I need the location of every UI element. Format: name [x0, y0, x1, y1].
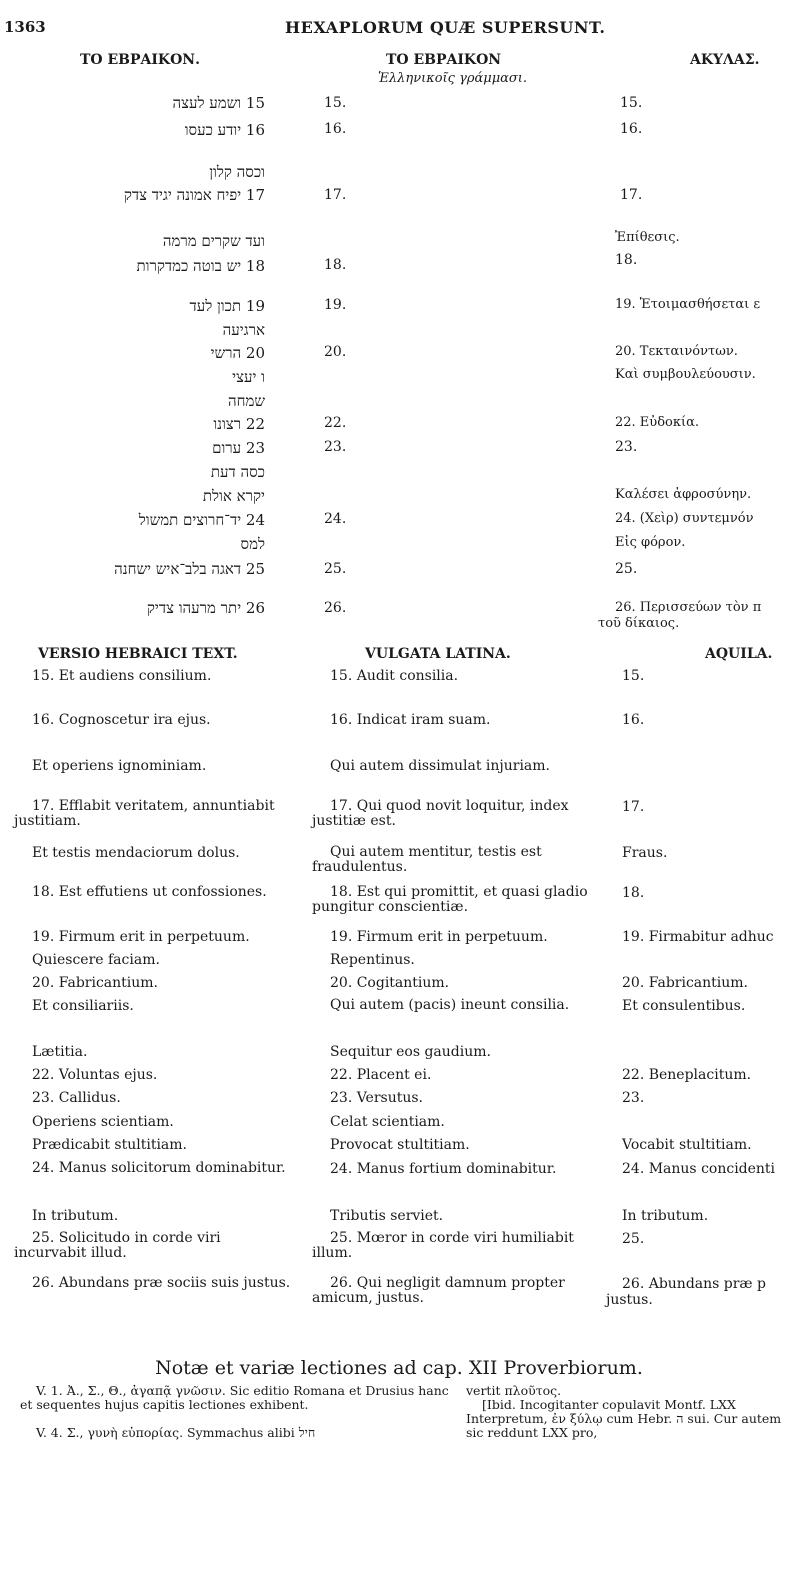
hebrew-line: ארגיעה [222, 321, 265, 339]
hebrew-line: 16 יודע כעסו [184, 121, 265, 139]
aquila-latin-line: 26. Abundans præ p [622, 1276, 767, 1292]
versio-line: 17. Efflabit veritatem, annuntiabit justitiam. [14, 798, 275, 829]
header-transliterated: ΤΟ ΕΒΡΑΙΚΟΝ [386, 52, 502, 68]
versio-line: Lætitia. [32, 1044, 88, 1060]
aquila-greek-line: 15. [620, 95, 643, 111]
hebrew-line: ו יעצי [232, 368, 265, 386]
vulgata-line: 16. Indicat iram suam. [330, 712, 491, 728]
aquila-latin-line: 24. Manus concidenti [622, 1161, 776, 1177]
vulgata-line: 18. Est qui promittit, et quasi gladio pungitur conscientiæ. [312, 884, 588, 915]
transliterated-number: 20. [324, 344, 347, 360]
vulgata-line: 15. Audit consilia. [330, 668, 459, 684]
transliterated-number: 15. [324, 95, 347, 111]
vulgata-line: 17. Qui quod novit loquitur, index justitiæ est. [312, 798, 569, 829]
header-versio: VERSIO HEBRAICI TEXT. [38, 646, 238, 662]
aquila-latin-line: In tributum. [622, 1208, 709, 1224]
versio-line: Prædicabit stultitiam. [32, 1137, 187, 1153]
versio-line: 20. Fabricantium. [32, 975, 159, 991]
hebrew-line: 17 יפיח אמונה יגיד צדק [123, 186, 265, 204]
aquila-greek-line: τοῦ δίκαιος. [598, 616, 680, 631]
hebrew-line: 25 דאגה בלב־איש ישחנה [114, 560, 265, 578]
transliterated-number: 19. [324, 297, 347, 313]
aquila-greek-line: Ἐπίθεσις. [615, 230, 680, 245]
hebrew-line: שמחה [227, 392, 265, 410]
versio-line: Et consiliariis. [32, 998, 134, 1014]
note-right-2: [Ibid. Incogitanter copulavit Montf. LXX Interpretum, ἐν ξύλῳ cum Hebr. ה sui. Cur autem sic reddunt LXX pro, [466, 1397, 782, 1440]
hebrew-line: יקרא אולת [202, 487, 265, 505]
vulgata-line: Sequitur eos gaudium. [330, 1044, 491, 1060]
header-aquila-greek: ΑΚΥΛΑΣ. [690, 52, 760, 68]
header-transliterated-sub: Ἑλληνικοῖς γράμμασι. [378, 71, 528, 86]
aquila-greek-line: 25. [615, 561, 638, 577]
aquila-latin-line: Vocabit stultitiam. [622, 1137, 752, 1153]
aquila-greek-line: 17. [620, 187, 643, 203]
aquila-greek-line: 16. [620, 121, 643, 137]
transliterated-number: 22. [324, 415, 347, 431]
vulgata-line: 23. Versutus. [330, 1090, 423, 1106]
note-left: V. 1. Ἀ., Σ., Θ., ἀγαπᾷ γνῶσιν. Sic editio Romana et Drusius hanc et sequentes hujus capitis lectiones exhibent. [20, 1383, 449, 1412]
versio-line: 22. Voluntas ejus. [32, 1067, 158, 1083]
versio-line: 23. Callidus. [32, 1090, 121, 1106]
versio-line: 18. Est effutiens ut confossiones. [32, 884, 267, 900]
aquila-latin-line: justus. [606, 1292, 653, 1308]
aquila-greek-line: Καὶ συμβουλεύουσιν. [615, 367, 756, 382]
hebrew-line: למס [240, 535, 265, 553]
hebrew-line: כסה דעת [210, 463, 265, 481]
aquila-latin-line: 15. [622, 668, 645, 684]
hebrew-line: וכסה קלון [209, 163, 265, 181]
vulgata-line: 24. Manus fortium dominabitur. [330, 1161, 557, 1177]
aquila-latin-line: Fraus. [622, 845, 668, 861]
note-right: vertit πλοῦτος. [466, 1383, 562, 1398]
aquila-greek-line: 26. Περισσεύων τὸν π [615, 600, 762, 615]
vulgata-line: Qui autem mentitur, testis est fraudulentus. [312, 844, 542, 875]
hebrew-line: 26 יתר מרעהו צדיק [146, 599, 265, 617]
aquila-latin-line: 18. [622, 885, 645, 901]
vulgata-line: Tributis serviet. [330, 1208, 444, 1224]
hebrew-line: 15 ושמע לעצה [172, 94, 265, 112]
vulgata-line: 19. Firmum erit in perpetuum. [330, 929, 548, 945]
vulgata-line: 25. Mœror in corde viri humiliabit illum. [312, 1230, 574, 1261]
hebrew-line: 23 ערום [212, 439, 265, 457]
versio-line: 15. Et audiens consilium. [32, 668, 212, 684]
versio-line: Et operiens ignominiam. [32, 758, 207, 774]
vulgata-line: Celat scientiam. [330, 1114, 445, 1130]
vulgata-line: Repentinus. [330, 952, 415, 968]
vulgata-line: 22. Placent ei. [330, 1067, 432, 1083]
aquila-greek-line: 18. [615, 252, 638, 268]
aquila-latin-line: 17. [622, 799, 645, 815]
hebrew-line: 18 יש בוטה כמדקרות [136, 257, 265, 275]
transliterated-number: 17. [324, 187, 347, 203]
transliterated-number: 18. [324, 257, 347, 273]
aquila-latin-line: 20. Fabricantium. [622, 975, 749, 991]
aquila-greek-line: 20. Τεκταινόντων. [615, 344, 738, 359]
page-number: 1363 [4, 18, 46, 36]
aquila-latin-line: 25. [622, 1231, 645, 1247]
hebrew-line: 20 הרשי [210, 344, 265, 362]
transliterated-number: 24. [324, 511, 347, 527]
versio-line: 25. Solicitudo in corde viri incurvabit illud. [14, 1230, 221, 1261]
vulgata-line: Qui autem dissimulat injuriam. [330, 758, 550, 774]
transliterated-number: 25. [324, 561, 347, 577]
header-aquila-latin: AQUILA. [705, 646, 773, 662]
vulgata-line: 26. Qui negligit damnum propter amicum, justus. [312, 1275, 565, 1306]
aquila-greek-line: Εἰς φόρον. [615, 535, 686, 550]
transliterated-number: 23. [324, 439, 347, 455]
hebrew-line: 22 רצונו [213, 415, 265, 433]
versio-line: Et testis mendaciorum dolus. [32, 845, 240, 861]
transliterated-number: 26. [324, 600, 347, 616]
aquila-latin-line: Et consulentibus. [622, 998, 746, 1014]
notes-title: Notæ et variæ lectiones ad cap. XII Proverbiorum. [155, 1357, 643, 1379]
hebrew-line: ועד שקרים מרמה [162, 232, 265, 250]
vulgata-line: Provocat stultitiam. [330, 1137, 470, 1153]
aquila-greek-line: 22. Εὐδοκία. [615, 415, 699, 430]
transliterated-number: 16. [324, 121, 347, 137]
versio-line: Operiens scientiam. [32, 1114, 174, 1130]
running-head: HEXAPLORUM QUÆ SUPERSUNT. [285, 18, 606, 37]
aquila-latin-line: 23. [622, 1090, 645, 1106]
versio-line: In tributum. [32, 1208, 119, 1224]
aquila-latin-line: 16. [622, 712, 645, 728]
aquila-greek-line: 24. (Χεὶρ) συντεμνόν [615, 511, 754, 526]
aquila-latin-line: 22. Beneplacitum. [622, 1067, 752, 1083]
hebrew-line: 24 יד־חרוצים תמשול [138, 511, 265, 529]
versio-line: 19. Firmum erit in perpetuum. [32, 929, 250, 945]
header-vulgata: VULGATA LATINA. [365, 646, 511, 662]
aquila-latin-line: 19. Firmabitur adhuc [622, 929, 774, 945]
vulgata-line: 20. Cogitantium. [330, 975, 450, 991]
aquila-greek-line: Καλέσει ἀφροσύνην. [615, 487, 752, 502]
aquila-greek-line: 19. Ἑτοιμασθήσεται ε [615, 297, 761, 312]
note-left-2: V. 4. Σ., γυνὴ εὐπορίας. Symmachus alibi חיל [36, 1425, 316, 1440]
versio-line: Quiescere faciam. [32, 952, 160, 968]
hebrew-line: 19 תכון לעד [189, 297, 265, 315]
versio-line: 24. Manus solicitorum dominabitur. [32, 1160, 286, 1176]
vulgata-line: Qui autem (pacis) ineunt consilia. [330, 997, 570, 1013]
versio-line: 26. Abundans præ sociis suis justus. [32, 1275, 291, 1291]
versio-line: 16. Cognoscetur ira ejus. [32, 712, 211, 728]
aquila-greek-line: 23. [615, 439, 638, 455]
header-hebrew-text: ΤΟ ΕΒΡΑΙΚΟΝ. [80, 52, 200, 68]
